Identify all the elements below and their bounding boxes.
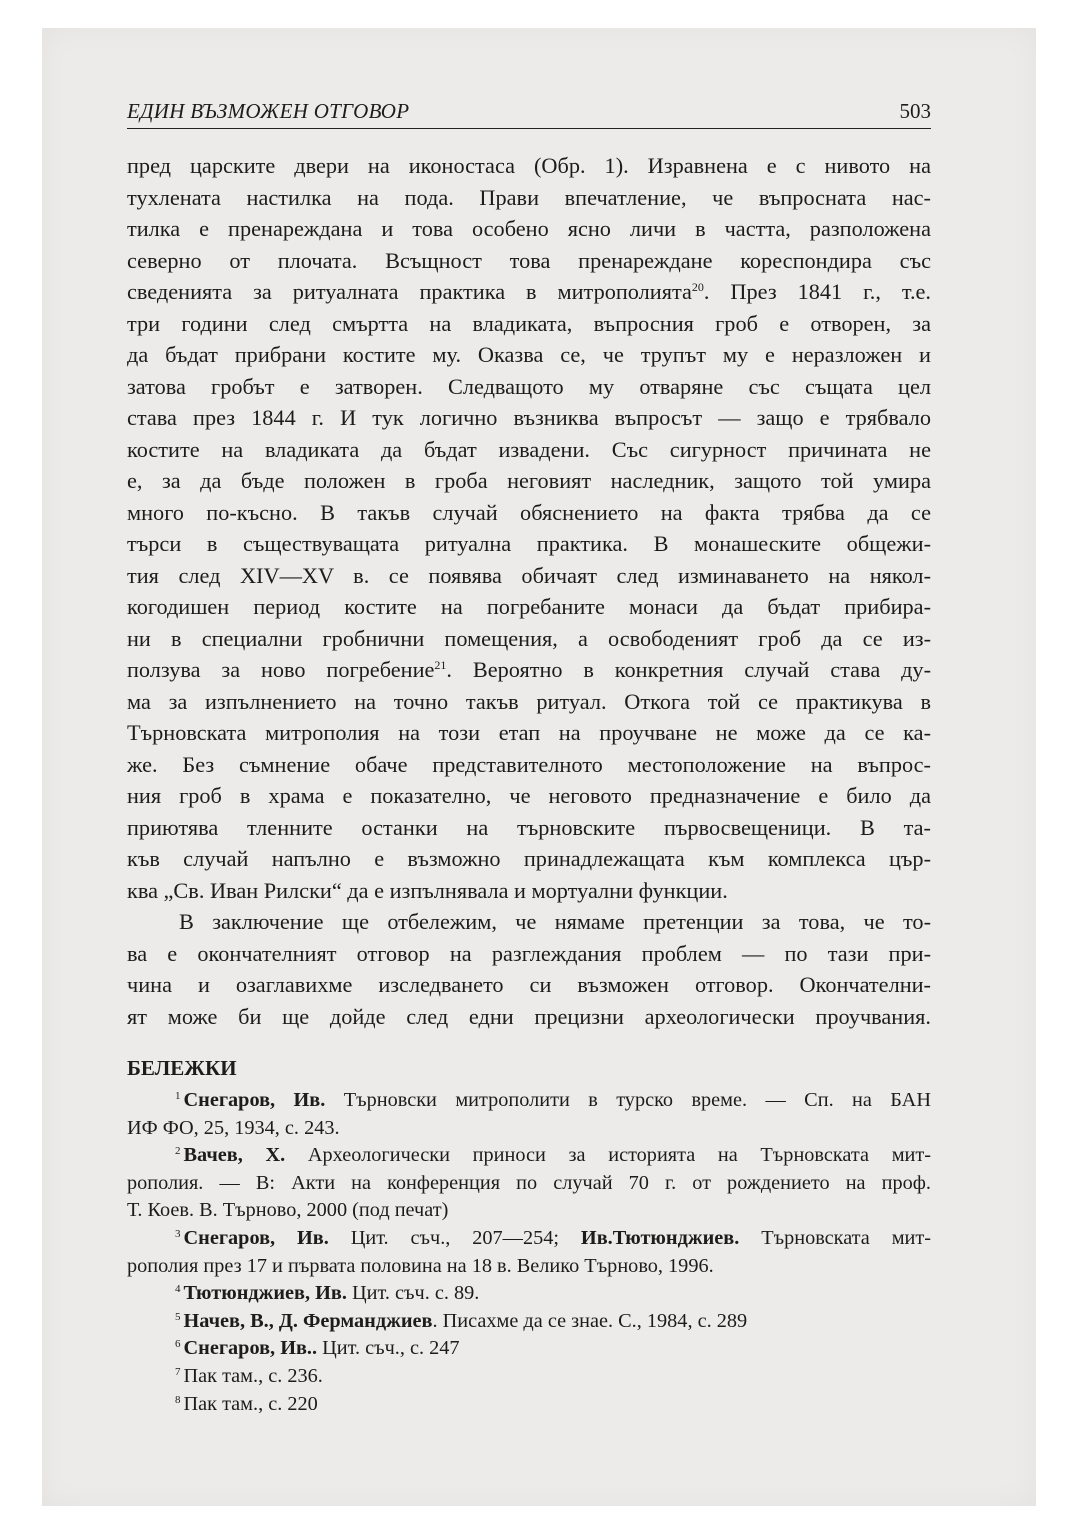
note-item [127, 1308, 931, 1336]
note-line [127, 1142, 931, 1170]
note-line [127, 1363, 931, 1391]
note-line [127, 1335, 931, 1363]
note-text: . Писахме да се знае. С., 1984, с. 289 [432, 1309, 748, 1332]
note-number: 7 [175, 1365, 181, 1378]
running-title: ЕДИН ВЪЗМОЖЕН ОТГОВОР [127, 99, 410, 123]
text-line: къв случай напълно е възможно принадлежащата към комплекса цър- [127, 846, 931, 871]
text-line: затова гробът е затворен. Следващото му отваряне със същата цел [127, 373, 931, 399]
note-number: 2 [175, 1145, 181, 1158]
text-line: ния гроб в храма е показателно, че неговото предназначение е било да [127, 783, 931, 808]
page-number: 503 [899, 99, 931, 123]
note-text: Цит. съч., с. 247 [317, 1337, 460, 1360]
text-line: тилка е пренареждана и това особено ясно личи в частта, разположена [127, 216, 931, 241]
text-line: Търновската митрополия на този етап на проучване не може да се ка- [127, 720, 931, 745]
text-line: ва е окончателният отговор на разглеждания проблем — по тази при- [127, 940, 931, 966]
note-line [127, 1087, 931, 1115]
running-header [127, 98, 931, 129]
text-segment: ползува за ново погребение [127, 657, 435, 682]
note-author: Тютюнджиев, Ив. [183, 1282, 347, 1305]
text-line: северно от плочата. Всъщност това пренареждане кореспондира със [127, 247, 931, 273]
notes-list [127, 1087, 931, 1418]
note-text: Пак там., с. 220 [183, 1392, 318, 1415]
note-text: Цит. съч., 207—254; [328, 1226, 581, 1249]
note-author: Начев, В., Д. Ферманджиев [183, 1309, 433, 1332]
note-author: Снегаров, Ив. [183, 1089, 326, 1111]
text-line: да бъдат прибрани костите му. Оказва се, че трупът му е неразложен и [127, 342, 931, 367]
text-line: приютява тленните останки на търновските първосвещеници. В та- [127, 814, 931, 840]
note-author: Снегаров, Ив. [183, 1226, 329, 1249]
text-line: ква „Св. Иван Рилски“ да е изпълнявала и мортуални функции. [127, 877, 728, 903]
text-line [127, 654, 931, 686]
text-line: когодишен период костите на погребаните монаси да бъдат прибира- [127, 594, 931, 619]
text-line: ят може би ще дойде след едни прецизни археологически проучвания. [127, 1003, 931, 1029]
paragraph-2 [127, 906, 931, 1032]
note-line [127, 1308, 931, 1336]
page-content [127, 98, 931, 1418]
note-number: 1 [175, 1090, 181, 1102]
note-item [127, 1225, 931, 1280]
note-item [127, 1280, 931, 1308]
note-text: Търновската мит- [739, 1226, 931, 1249]
text-line: костите на владиката да бъдат извадени. Със сигурност причината не [127, 436, 931, 462]
text-line: много по-късно. В такъв случай обяснението на факта трябва да се [127, 499, 931, 525]
note-number: 8 [175, 1393, 181, 1406]
footnote-ref-21: 21 [434, 658, 447, 672]
text-line: пред царските двери на иконостаса (Обр. 1). Изравнена е с нивото на [127, 153, 931, 178]
note-line [127, 1280, 931, 1308]
note-author: Ив.Тютюнджиев. [580, 1226, 740, 1249]
note-line: рополия. — В: Акти на конференция по случай 70 г. от рождението на проф. [127, 1171, 931, 1194]
note-text: Пак там., с. 236. [183, 1364, 323, 1387]
note-line [127, 1225, 931, 1253]
note-number: 4 [175, 1283, 181, 1296]
note-text: Археологически приноси за историята на Търновската мит- [285, 1144, 931, 1167]
note-text: Цит. съч. с. 89. [346, 1282, 480, 1305]
note-number: 6 [175, 1338, 181, 1351]
note-line: Т. Коев. В. Търново, 2000 (под печат) [127, 1199, 449, 1222]
text-line: е, за да бъде положен в гроба неговият наследник, защото той умира [127, 468, 931, 493]
body-text [127, 150, 931, 1032]
text-segment: . През 1841 г., т.е. [703, 279, 931, 304]
text-line: тухлената настилка на пода. Прави впечатление, че въпросната нас- [127, 184, 931, 210]
text-line: търси в съществуващата ритуална практика. В монашеските общежи- [127, 531, 931, 556]
paragraph-1 [127, 150, 931, 906]
note-text: Търновски митрополити в турско време. — Сп. на БАН [325, 1089, 931, 1111]
text-line: В заключение ще отбележим, че нямаме претенции за това, че то- [179, 909, 931, 934]
text-line: става през 1844 г. И тук логично възниква въпросът — защо е трябвало [127, 405, 931, 430]
text-line: ма за изпълнението на точно такъв ритуал. Откога той се практикува в [127, 688, 931, 714]
note-line: ИФ ФО, 25, 1934, с. 243. [127, 1116, 340, 1139]
note-item [127, 1087, 931, 1142]
text-line: три години след смъртта на владиката, въпросния гроб е отворен, за [127, 310, 931, 336]
text-segment: . Вероятно в конкретния случай става ду- [446, 657, 931, 682]
note-author: Снегаров, Ив.. [183, 1337, 318, 1360]
note-line [127, 1391, 931, 1419]
note-number: 5 [175, 1310, 181, 1323]
text-line [127, 276, 931, 308]
note-item [127, 1335, 931, 1363]
note-author: Вачев, Х. [183, 1144, 286, 1167]
note-number: 3 [175, 1227, 181, 1240]
text-line: ни в специални гробнични помещения, а освободеният гроб да се из- [127, 625, 931, 651]
note-item [127, 1363, 931, 1391]
text-line: чина и озаглавихме изследването си възможен отговор. Окончателни- [127, 972, 931, 997]
note-item [127, 1391, 931, 1419]
text-line: тия след XIV—XV в. се появява обичаят след изминаването на някол- [127, 562, 931, 588]
footnote-ref-20: 20 [691, 280, 704, 294]
note-item [127, 1142, 931, 1225]
text-segment: сведенията за ритуалната практика в митрополията [127, 279, 692, 304]
note-line: рополия през 17 и първата половина на 18 в. Велико Търново, 1996. [127, 1254, 714, 1277]
notes-heading: БЕЛЕЖКИ [127, 1056, 237, 1080]
text-line: же. Без съмнение обаче представителното местоположение на въпрос- [127, 751, 931, 777]
